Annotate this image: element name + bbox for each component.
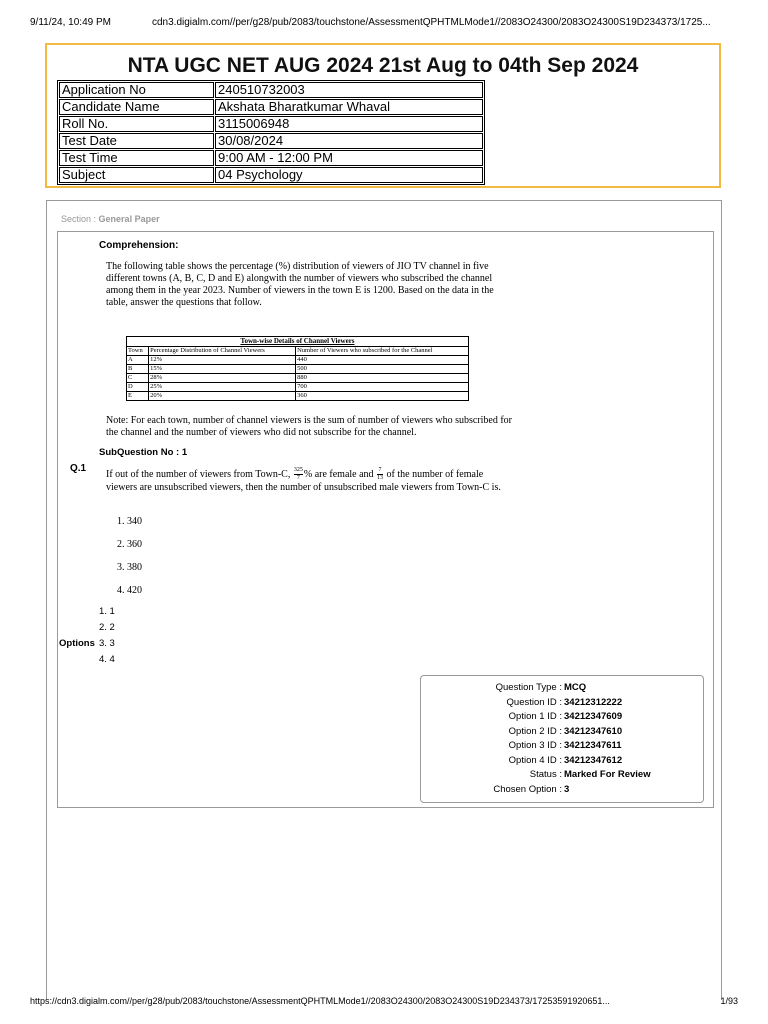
meta-row xyxy=(421,711,703,725)
table-row xyxy=(127,356,469,365)
table-header-row xyxy=(127,347,469,356)
option-item: 4. 4 xyxy=(99,654,115,665)
print-datetime: 9/11/24, 10:49 PM xyxy=(30,17,111,28)
question-choice: 2. 360 xyxy=(117,539,142,550)
meta-value: 34212347611 xyxy=(564,740,622,751)
meta-value: 34212312222 xyxy=(564,697,623,708)
table-cell: C xyxy=(127,374,149,383)
meta-row xyxy=(421,769,703,783)
table-cell: E xyxy=(127,392,149,401)
exam-title: NTA UGC NET AUG 2024 21st Aug to 04th Sep 2024 xyxy=(127,54,639,77)
section-name: General Paper xyxy=(98,214,160,224)
meta-value: MCQ xyxy=(564,682,587,693)
option-item: 3. 3 xyxy=(99,638,115,649)
table-header: Percentage Distribution of Channel Viewers xyxy=(149,347,296,356)
table-cell: B xyxy=(127,365,149,374)
question-text-part: of the number of female viewers are unsubscribed viewers, then the number of unsubscribed male viewers from Town-C is. xyxy=(106,468,501,493)
meta-row xyxy=(421,682,703,696)
meta-row xyxy=(421,784,703,798)
print-footer xyxy=(30,996,738,1010)
fraction xyxy=(377,467,383,482)
comprehension-heading: Comprehension: xyxy=(99,240,179,251)
table-row xyxy=(127,374,469,383)
meta-row xyxy=(421,755,703,769)
table-cell: 28% xyxy=(149,374,296,383)
section-label xyxy=(61,214,160,224)
meta-label: Option 2 ID : xyxy=(508,726,562,737)
meta-label: Question ID : xyxy=(506,697,562,708)
question-text xyxy=(106,467,516,494)
info-row xyxy=(59,150,483,166)
info-label: Test Date xyxy=(59,133,214,149)
footer-url: https://cdn3.digialm.com//per/g28/pub/2083/touchstone/AssessmentQPHTMLMode1//2083O24300/2083O24300S19D234373/17253591920651... xyxy=(30,996,610,1006)
table-header: Number of Viewers who subscribed for the Channel xyxy=(296,347,469,356)
info-value: 04 Psychology xyxy=(215,167,483,183)
print-url: cdn3.digialm.com//per/g28/pub/2083/touchstone/AssessmentQPHTMLMode1//2083O24300/2083O24300S19D234373/1725... xyxy=(152,17,711,28)
table-cell: 360 xyxy=(296,392,469,401)
option-item: 2. 2 xyxy=(99,622,115,633)
table-cell: 440 xyxy=(296,356,469,365)
subquestion-label: SubQuestion No : 1 xyxy=(99,447,188,458)
meta-label: Chosen Option : xyxy=(493,784,562,795)
question-choice: 1. 340 xyxy=(117,516,142,527)
fraction xyxy=(294,467,303,482)
table-cell: 20% xyxy=(149,392,296,401)
table-cell: 500 xyxy=(296,365,469,374)
table-row xyxy=(127,392,469,401)
info-label: Roll No. xyxy=(59,116,214,132)
meta-value: 34212347610 xyxy=(564,726,623,737)
info-row xyxy=(59,133,483,149)
comprehension-paragraph: The following table shows the percentage (%) distribution of viewers of JIO TV channel in five different towns (A, B, C, D and E) alongwith the number of viewers who subscribed the channel among them in the year 2023. Number of viewers in the town E is 1200. Based on the data in the table, answer the questions that follow. xyxy=(106,261,494,308)
option-item: 1. 1 xyxy=(99,606,115,617)
info-label: Candidate Name xyxy=(59,99,214,115)
table-row xyxy=(127,365,469,374)
meta-value: Marked For Review xyxy=(564,769,651,780)
meta-value: 3 xyxy=(564,784,570,795)
info-value: 3115006948 xyxy=(215,116,483,132)
table-cell: 15% xyxy=(149,365,296,374)
info-row xyxy=(59,99,483,115)
question-text-part: If out of the number of viewers from Town-C, xyxy=(106,468,291,480)
info-value: 30/08/2024 xyxy=(215,133,483,149)
info-value: 9:00 AM - 12:00 PM xyxy=(215,150,483,166)
table-caption: Town-wise Details of Channel Viewers xyxy=(126,336,469,346)
question-choice: 3. 380 xyxy=(117,562,142,573)
table-cell: A xyxy=(127,356,149,365)
meta-label: Option 1 ID : xyxy=(508,711,562,722)
candidate-header xyxy=(45,43,721,188)
town-viewers-table xyxy=(126,336,469,401)
info-row xyxy=(59,116,483,132)
meta-row xyxy=(421,726,703,740)
table-cell: 12% xyxy=(149,356,296,365)
meta-value: 34212347609 xyxy=(564,711,623,722)
meta-label: Option 3 ID : xyxy=(508,740,562,751)
info-value: Akshata Bharatkumar Whaval xyxy=(215,99,483,115)
candidate-info-table xyxy=(57,80,485,185)
options-label: Options xyxy=(59,638,95,649)
section-prefix: Section : xyxy=(61,214,97,224)
fraction-denominator: 13 xyxy=(377,475,384,481)
table-cell: 880 xyxy=(296,374,469,383)
section-frame xyxy=(46,200,722,1000)
fraction-numerator: 325 xyxy=(293,467,303,473)
info-label: Application No xyxy=(59,82,214,98)
table-cell: 700 xyxy=(296,383,469,392)
table-header: Town xyxy=(127,347,149,356)
print-header xyxy=(30,17,738,31)
meta-label: Option 4 ID : xyxy=(508,755,562,766)
fraction-numerator: 7 xyxy=(378,467,382,473)
info-value: 240510732003 xyxy=(215,82,483,98)
info-label: Test Time xyxy=(59,150,214,166)
question-number: Q.1 xyxy=(70,463,87,474)
question-panel xyxy=(57,231,714,808)
page-number: 1/93 xyxy=(720,996,738,1006)
question-meta-box xyxy=(420,675,704,803)
table-cell: 25% xyxy=(149,383,296,392)
fraction-denominator: 7 xyxy=(296,475,300,481)
meta-row xyxy=(421,697,703,711)
meta-value: 34212347612 xyxy=(564,755,623,766)
info-label: Subject xyxy=(59,167,214,183)
meta-row xyxy=(421,740,703,754)
comprehension-note: Note: For each town, number of channel viewers is the sum of number of viewers who subscribed for the channel and the number of viewers who did not subscribe for the channel. xyxy=(106,415,513,438)
meta-label: Status : xyxy=(529,769,562,780)
info-row xyxy=(59,82,483,98)
table-row xyxy=(127,383,469,392)
table-cell: D xyxy=(127,383,149,392)
info-row xyxy=(59,167,483,183)
meta-label: Question Type : xyxy=(495,682,562,693)
question-choice: 4. 420 xyxy=(117,585,142,596)
question-text-part: % are female and xyxy=(303,468,374,480)
